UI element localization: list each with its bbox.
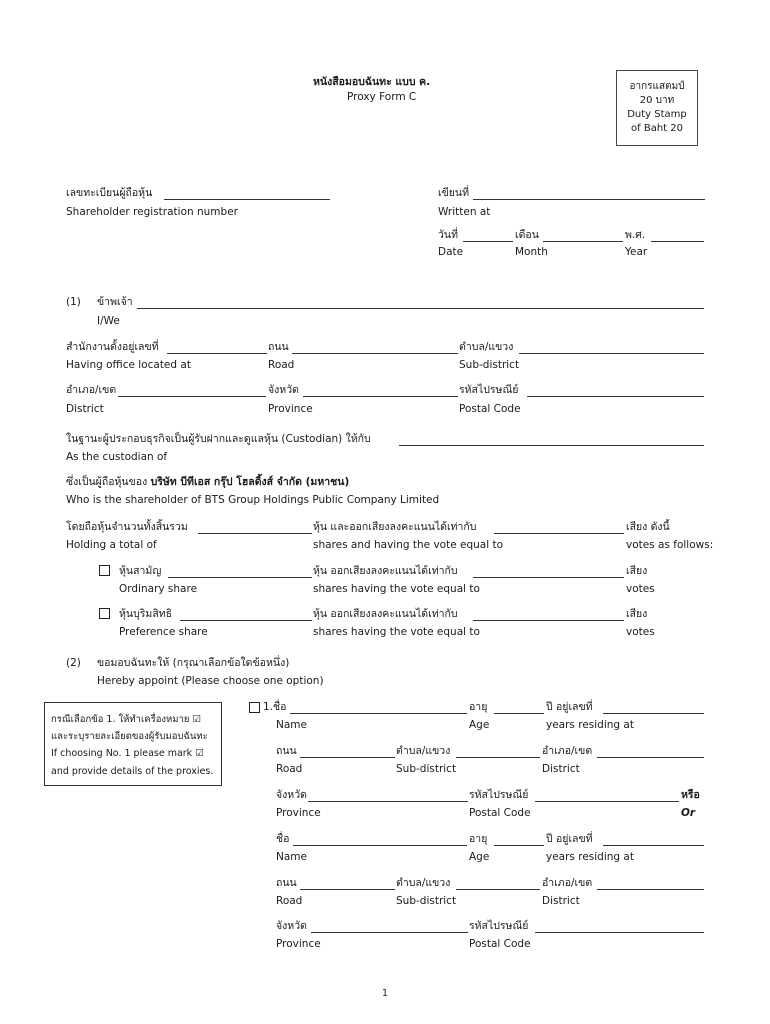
- shareholder-of-th: [66, 476, 349, 489]
- stamp-line-3: Duty Stamp: [627, 109, 687, 120]
- custodian-field[interactable]: [399, 445, 704, 446]
- written-at-label-th: เขียนที่: [438, 187, 470, 199]
- custodian-label-en: As the custodian of: [66, 451, 168, 463]
- date-label-th: วันที่: [438, 229, 458, 241]
- ordinary-shares-field[interactable]: [168, 577, 312, 578]
- proxy2-road-label-en: Road: [276, 895, 303, 907]
- proxy-option-1-checkbox[interactable]: [249, 702, 260, 713]
- preference-share-checkbox[interactable]: [99, 608, 110, 619]
- registration-label-en: Shareholder registration number: [66, 206, 238, 218]
- proxy2-subdistrict-label-th: ตำบล/แขวง: [396, 877, 451, 889]
- note-line-2: และระบุรายละเอียดของผู้รับมอบฉันทะ: [51, 731, 208, 742]
- preference-votes-unit-th: เสียง: [626, 608, 648, 620]
- iwe-field[interactable]: [137, 308, 704, 309]
- ordinary-votes-unit-en: votes: [626, 583, 655, 595]
- holding-field[interactable]: [198, 533, 312, 534]
- holding-label-en: Holding a total of: [66, 539, 157, 551]
- shareholder-of-label-en: Who is the shareholder of: [66, 494, 202, 506]
- proxy1-district-label-th: อำเภอ/เขต: [542, 745, 593, 757]
- proxy2-road-field[interactable]: [300, 889, 395, 890]
- written-at-field[interactable]: [473, 199, 705, 200]
- appoint-label-th: ขอมอบฉันทะให้ (กรุณาเลือกข้อใดข้อหนึ่ง): [97, 657, 290, 669]
- note-line-4: and provide details of the proxies.: [51, 766, 214, 777]
- form-title-english: Proxy Form C: [347, 91, 417, 103]
- month-label-en: Month: [515, 246, 548, 258]
- proxy1-postal-label-en: Postal Code: [469, 807, 531, 819]
- proxy1-road-label-en: Road: [276, 763, 303, 775]
- custodian-label-th: ในฐานะผู้ประกอบธุรกิจเป็นผู้รับฝากและดูแลหุ้น (Custodian) ให้กับ: [66, 433, 371, 445]
- proxy2-years-label-th: ปี อยู่เลขที่: [546, 833, 593, 845]
- proxy2-district-field[interactable]: [597, 889, 704, 890]
- ordinary-vote-label-th: หุ้น ออกเสียงลงคะแนนได้เท่ากับ: [313, 565, 458, 577]
- or-label-en: Or: [681, 807, 696, 819]
- preference-vote-label-en: shares having the vote equal to: [313, 626, 480, 638]
- proxy2-age-label-en: Age: [469, 851, 490, 863]
- road-label-en: Road: [268, 359, 295, 371]
- ordinary-vote-label-en: shares having the vote equal to: [313, 583, 480, 595]
- proxy1-years-label-th: ปี อยู่เลขที่: [546, 701, 593, 713]
- district-label-th: อำเภอ/เขต: [66, 384, 117, 396]
- registration-label-th: เลขทะเบียนผู้ถือหุ้น: [66, 187, 153, 199]
- month-field[interactable]: [543, 241, 623, 242]
- total-votes-field[interactable]: [494, 533, 624, 534]
- proxy1-subdistrict-field[interactable]: [456, 757, 540, 758]
- road-field[interactable]: [292, 353, 458, 354]
- duty-stamp-box: [616, 70, 698, 146]
- office-field[interactable]: [167, 353, 267, 354]
- shareholder-of-en: [66, 494, 439, 507]
- shares-vote-label-th: หุ้น และออกเสียงลงคะแนนได้เท่ากับ: [313, 521, 477, 533]
- postal-label-th: รหัสไปรษณีย์: [459, 384, 519, 396]
- or-label-th: หรือ: [681, 789, 700, 801]
- office-label-en: Having office located at: [66, 359, 191, 371]
- province-label-en: Province: [268, 403, 313, 415]
- holding-label-th: โดยถือหุ้นจำนวนทั้งสิ้นรวม: [66, 521, 188, 533]
- proxy2-district-label-en: District: [542, 895, 580, 907]
- appoint-label-en: Hereby appoint (Please choose one option): [97, 675, 324, 687]
- proxy2-years-label-en: years residing at: [546, 851, 634, 863]
- proxy1-years-label-en: years residing at: [546, 719, 634, 731]
- proxy1-name-field[interactable]: [290, 713, 467, 714]
- votes-follows-label-en: votes as follows:: [626, 539, 714, 551]
- proxy1-district-label-en: District: [542, 763, 580, 775]
- shares-vote-label-en: shares and having the vote equal to: [313, 539, 504, 551]
- subdistrict-field[interactable]: [519, 353, 704, 354]
- proxy2-subdistrict-field[interactable]: [456, 889, 540, 890]
- proxy1-road-label-th: ถนน: [276, 745, 297, 757]
- month-label-th: เดือน: [515, 229, 539, 241]
- preference-label-th: หุ้นบุริมสิทธิ: [119, 608, 173, 620]
- proxy1-age-field[interactable]: [494, 713, 544, 714]
- votes-follows-label-th: เสียง ดังนี้: [626, 521, 670, 533]
- registration-field[interactable]: [164, 199, 330, 200]
- postal-field[interactable]: [527, 396, 704, 397]
- proxy2-district-label-th: อำเภอ/เขต: [542, 877, 593, 889]
- proxy2-age-label-th: อายุ: [469, 833, 488, 845]
- proxy2-name-label-en: Name: [276, 851, 307, 863]
- preference-vote-label-th: หุ้น ออกเสียงลงคะแนนได้เท่ากับ: [313, 608, 458, 620]
- proxy2-postal-label-en: Postal Code: [469, 938, 531, 950]
- proxy2-province-label-th: จังหวัด: [276, 920, 307, 932]
- proxy2-address-field[interactable]: [603, 845, 704, 846]
- ordinary-label-th: หุ้นสามัญ: [119, 565, 162, 577]
- date-label-en: Date: [438, 246, 464, 258]
- province-label-th: จังหวัด: [268, 384, 299, 396]
- proxy2-age-field[interactable]: [494, 845, 544, 846]
- proxy2-subdistrict-label-en: Sub-district: [396, 895, 457, 907]
- proxy1-province-field[interactable]: [308, 801, 468, 802]
- instruction-note-box: [44, 702, 222, 786]
- proxy2-road-label-th: ถนน: [276, 877, 297, 889]
- proxy2-postal-label-th: รหัสไปรษณีย์: [469, 920, 529, 932]
- proxy1-address-field[interactable]: [603, 713, 704, 714]
- proxy1-province-label-th: จังหวัด: [276, 789, 307, 801]
- proxy1-province-label-en: Province: [276, 807, 321, 819]
- note-line-1: กรณีเลือกข้อ 1. ให้ทำเครื่องหมาย ☑: [51, 714, 202, 725]
- ordinary-label-en: Ordinary share: [119, 583, 198, 595]
- proxy2-province-field[interactable]: [311, 932, 468, 933]
- year-field[interactable]: [651, 241, 704, 242]
- year-label-en: Year: [625, 246, 648, 258]
- subdistrict-label-en: Sub-district: [459, 359, 520, 371]
- ordinary-votes-unit-th: เสียง: [626, 565, 648, 577]
- subdistrict-label-th: ตำบล/แขวง: [459, 341, 514, 353]
- proxy1-postal-field[interactable]: [535, 801, 679, 802]
- preference-votes-unit-en: votes: [626, 626, 655, 638]
- postal-label-en: Postal Code: [459, 403, 521, 415]
- proxy1-name-label-en: Name: [276, 719, 307, 731]
- proxy2-name-field[interactable]: [293, 845, 467, 846]
- stamp-line-2: 20 บาท: [639, 95, 675, 106]
- proxy1-name-label-th: 1.ชื่อ: [263, 701, 287, 713]
- proxy1-age-label-en: Age: [469, 719, 490, 731]
- proxy1-district-field[interactable]: [597, 757, 704, 758]
- note-line-3: If choosing No. 1 please mark ☑: [51, 748, 204, 759]
- proxy2-province-label-en: Province: [276, 938, 321, 950]
- proxy2-name-label-th: ชื่อ: [276, 833, 290, 845]
- proxy1-postal-label-th: รหัสไปรษณีย์: [469, 789, 529, 801]
- company-name-th: บริษัท บีทีเอส กรุ๊ป โฮลดิ้งส์ จำกัด (มหาชน): [150, 476, 350, 488]
- section-1-number: (1): [66, 296, 81, 308]
- shareholder-of-label-th: ซึ่งเป็นผู้ถือหุ้นของ: [66, 476, 148, 488]
- road-label-th: ถนน: [268, 341, 289, 353]
- proxy1-subdistrict-label-en: Sub-district: [396, 763, 457, 775]
- iwe-label-th: ข้าพเจ้า: [97, 296, 133, 308]
- ordinary-votes-field[interactable]: [473, 577, 624, 578]
- proxy2-postal-field[interactable]: [535, 932, 704, 933]
- form-title-thai: หนังสือมอบฉันทะ แบบ ค.: [313, 76, 431, 88]
- proxy1-age-label-th: อายุ: [469, 701, 488, 713]
- preference-votes-field[interactable]: [473, 620, 624, 621]
- office-label-th: สำนักงานตั้งอยู่เลขที่: [66, 341, 159, 353]
- date-field[interactable]: [463, 241, 513, 242]
- district-field[interactable]: [118, 396, 266, 397]
- company-name-en: BTS Group Holdings Public Company Limited: [204, 494, 440, 506]
- written-at-label-en: Written at: [438, 206, 491, 218]
- stamp-line-4: of Baht 20: [631, 123, 683, 134]
- district-label-en: District: [66, 403, 104, 415]
- page-number: 1: [382, 988, 389, 999]
- preference-shares-field[interactable]: [180, 620, 312, 621]
- province-field[interactable]: [303, 396, 458, 397]
- preference-label-en: Preference share: [119, 626, 208, 638]
- proxy1-subdistrict-label-th: ตำบล/แขวง: [396, 745, 451, 757]
- iwe-label-en: I/We: [97, 315, 120, 327]
- ordinary-share-checkbox[interactable]: [99, 565, 110, 576]
- section-2-number: (2): [66, 657, 81, 669]
- proxy1-road-field[interactable]: [300, 757, 395, 758]
- year-label-th: พ.ศ.: [625, 229, 646, 241]
- stamp-line-1: อากรแสตมป์: [629, 81, 685, 92]
